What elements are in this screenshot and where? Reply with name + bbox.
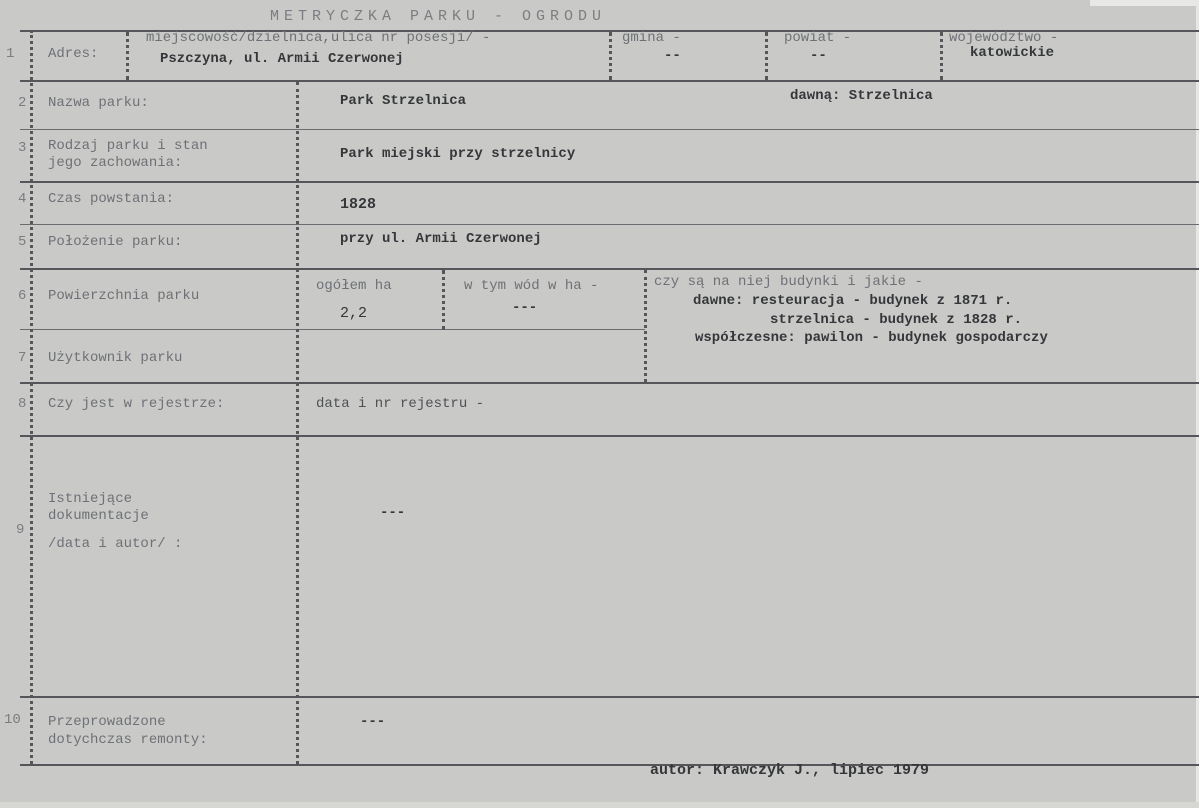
water-area-value: --- <box>512 300 538 316</box>
park-type-label: jego zachowania: <box>48 155 183 171</box>
column-divider <box>609 32 612 80</box>
row-divider <box>20 129 1199 130</box>
card-edge <box>0 802 1199 808</box>
buildings-label: czy są na niej budynki i jakie - <box>654 274 923 290</box>
powiat-value: -- <box>810 48 827 64</box>
locality-label: miejscowość/dzielnica,ulica nr posesji/ - <box>146 30 491 46</box>
documentation-label: /data i autor/ : <box>48 536 183 552</box>
former-name-value: dawną: Strzelnica <box>790 88 933 104</box>
park-name-label: Nazwa parku: <box>48 95 149 111</box>
area-total-label: ogółem ha <box>316 278 392 294</box>
row-divider <box>20 268 1199 270</box>
user-label: Użytkownik parku <box>48 350 183 366</box>
buildings-current: współczesne: pawilon - budynek gospodarczy <box>695 330 1048 346</box>
area-total-value: 2,2 <box>340 305 368 322</box>
park-type-label: Rodzaj parku i stan <box>48 138 208 154</box>
row-divider <box>20 181 1199 183</box>
row-divider <box>20 435 1199 437</box>
row-number: 1 <box>6 46 15 62</box>
documentation-label: Istniejące <box>48 491 133 507</box>
column-divider <box>644 270 647 382</box>
water-area-label: w tym wód w ha - <box>464 278 599 294</box>
row-number: 2 <box>18 95 27 111</box>
row-number: 3 <box>18 140 27 156</box>
buildings-former: dawne: resteuracja - budynek z 1871 r. <box>693 293 1013 309</box>
area-label: Powierzchnia parku <box>48 288 200 304</box>
row-number: 9 <box>16 522 25 538</box>
column-divider <box>940 32 943 80</box>
row-number: 10 <box>4 712 21 728</box>
row-divider <box>20 696 1199 698</box>
location-label: Położenie parku: <box>48 234 183 250</box>
renovations-label: dotychczas remonty: <box>48 732 208 748</box>
location-value: przy ul. Armii Czerwonej <box>340 231 542 247</box>
column-divider <box>296 82 299 764</box>
row-divider <box>20 764 1199 766</box>
row-number: 7 <box>18 350 27 366</box>
gmina-value: -- <box>664 48 681 64</box>
buildings-former: strzelnica - budynek z 1828 r. <box>770 312 1023 328</box>
column-divider <box>126 32 129 80</box>
locality-value: Pszczyna, ul. Armii Czerwonej <box>160 51 404 67</box>
renovations-label: Przeprowadzone <box>48 714 166 730</box>
column-divider <box>765 32 768 80</box>
row-number: 5 <box>18 234 27 250</box>
card-title: METRYCZKA PARKU - OGRODU <box>270 8 607 25</box>
gmina-label: gmina - <box>622 30 681 46</box>
documentation-label: dokumentacje <box>48 508 149 524</box>
author-signature: autor: Krawczyk J., lipiec 1979 <box>650 762 930 779</box>
park-type-value: Park miejski przy strzelnicy <box>340 146 576 162</box>
row-divider <box>20 382 1199 384</box>
column-divider <box>442 270 445 330</box>
creation-date-value: 1828 <box>340 196 377 213</box>
address-label: Adres: <box>48 46 99 62</box>
row-divider <box>20 224 1199 225</box>
row-divider <box>20 80 1199 82</box>
park-name-value: Park Strzelnica <box>340 93 467 109</box>
column-divider <box>30 30 33 764</box>
voivodeship-label: województwo - <box>949 30 1059 46</box>
powiat-label: powiat - <box>784 30 852 46</box>
renovations-value: --- <box>360 714 386 730</box>
voivodeship-value: katowickie <box>970 45 1055 61</box>
documentation-value: --- <box>380 505 406 521</box>
register-label: Czy jest w rejestrze: <box>48 396 225 412</box>
register-value: data i nr rejestru - <box>316 396 485 412</box>
row-number: 4 <box>18 191 27 207</box>
row-number: 6 <box>18 288 27 304</box>
row-divider <box>20 329 645 330</box>
row-number: 8 <box>18 396 27 412</box>
creation-date-label: Czas powstania: <box>48 191 175 207</box>
card-edge <box>1090 0 1199 6</box>
